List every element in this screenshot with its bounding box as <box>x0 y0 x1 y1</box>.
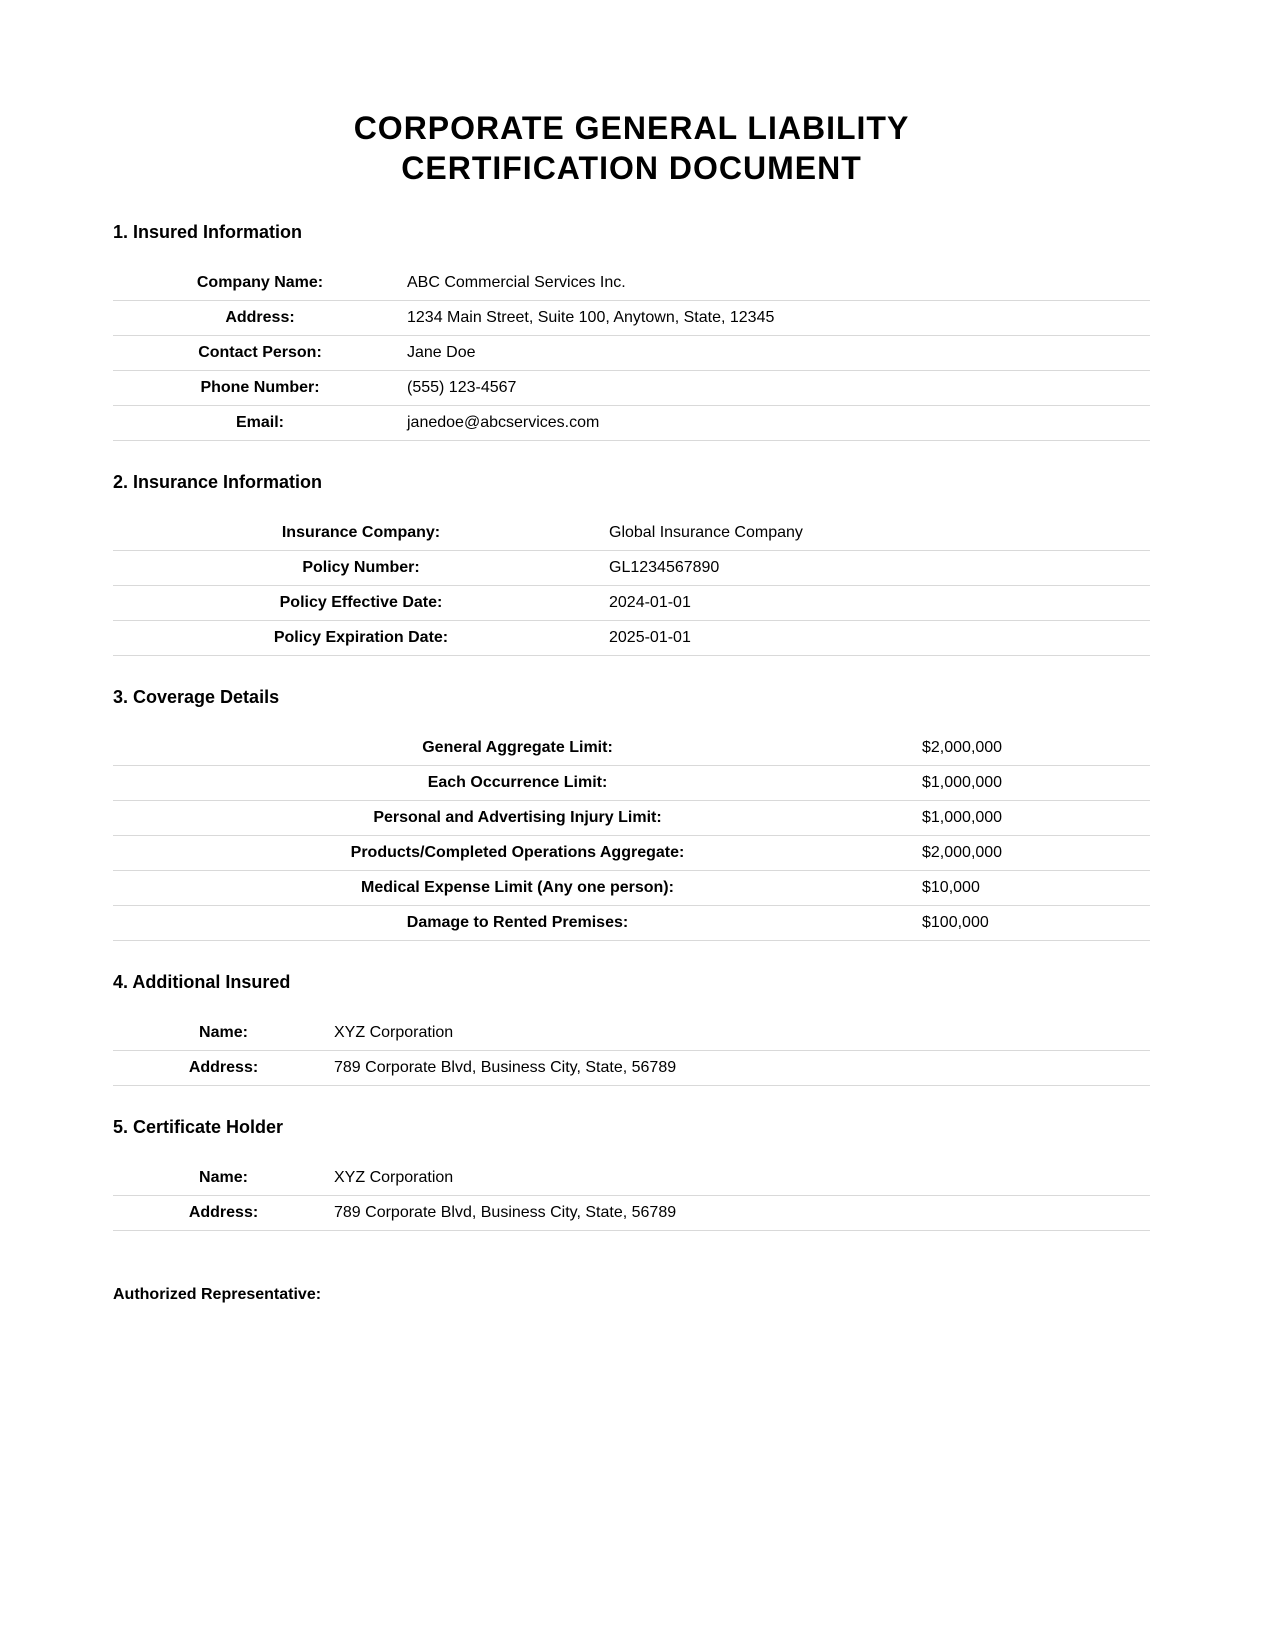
policy-expiration-date-value: 2025-01-01 <box>609 621 1150 656</box>
document-title <box>113 108 1150 188</box>
table-row <box>113 871 1150 906</box>
email-label: Email: <box>113 406 407 441</box>
products-completed-operations-value: $2,000,000 <box>922 836 1150 871</box>
certificate-holder-name-value: XYZ Corporation <box>334 1161 1150 1196</box>
personal-advertising-injury-limit-value: $1,000,000 <box>922 801 1150 836</box>
insurance-company-value: Global Insurance Company <box>609 516 1150 551</box>
policy-number-value: GL1234567890 <box>609 551 1150 586</box>
address-value: 1234 Main Street, Suite 100, Anytown, State, 12345 <box>407 301 1150 336</box>
policy-effective-date-label: Policy Effective Date: <box>113 586 609 621</box>
certificate-holder-table <box>113 1161 1150 1231</box>
email-value: janedoe@abcservices.com <box>407 406 1150 441</box>
additional-insured-address-value: 789 Corporate Blvd, Business City, State, 56789 <box>334 1051 1150 1086</box>
certificate-document <box>113 0 1150 1231</box>
medical-expense-limit-label: Medical Expense Limit (Any one person): <box>113 871 922 906</box>
company-name-label: Company Name: <box>113 266 407 301</box>
additional-insured-name-value: XYZ Corporation <box>334 1016 1150 1051</box>
certificate-holder-heading: 5. Certificate Holder <box>113 1117 284 1137</box>
table-row <box>113 336 1150 371</box>
policy-effective-date-value: 2024-01-01 <box>609 586 1150 621</box>
insurance-information-heading: 2. Insurance Information <box>113 472 323 492</box>
table-row <box>113 621 1150 656</box>
additional-insured-name-label: Name: <box>113 1016 334 1051</box>
table-row <box>113 801 1150 836</box>
table-row <box>113 731 1150 766</box>
table-row <box>113 516 1150 551</box>
contact-person-label: Contact Person: <box>113 336 407 371</box>
table-row <box>113 371 1150 406</box>
products-completed-operations-label: Products/Completed Operations Aggregate: <box>113 836 922 871</box>
damage-to-rented-premises-label: Damage to Rented Premises: <box>113 906 922 941</box>
table-row <box>113 301 1150 336</box>
table-row <box>113 1016 1150 1051</box>
table-row <box>113 586 1150 621</box>
document-title-line-2: CERTIFICATION DOCUMENT <box>401 150 862 186</box>
phone-number-value: (555) 123-4567 <box>407 371 1150 406</box>
phone-number-label: Phone Number: <box>113 371 407 406</box>
additional-insured-address-label: Address: <box>113 1051 334 1086</box>
contact-person-value: Jane Doe <box>407 336 1150 371</box>
document-title-line-1: CORPORATE GENERAL LIABILITY <box>353 110 910 146</box>
certificate-holder-address-value: 789 Corporate Blvd, Business City, State, 56789 <box>334 1196 1150 1231</box>
table-row <box>113 1196 1150 1231</box>
damage-to-rented-premises-value: $100,000 <box>922 906 1150 941</box>
table-row <box>113 1051 1150 1086</box>
authorized-representative-label: Authorized Representative: <box>113 1286 322 1303</box>
additional-insured-table <box>113 1016 1150 1086</box>
insured-information-heading: 1. Insured Information <box>113 222 303 242</box>
certificate-holder-address-label: Address: <box>113 1196 334 1231</box>
each-occurrence-limit-label: Each Occurrence Limit: <box>113 766 922 801</box>
certificate-holder-name-label: Name: <box>113 1161 334 1196</box>
insured-information-table <box>113 266 1150 441</box>
table-row <box>113 766 1150 801</box>
coverage-details-table <box>113 731 1150 941</box>
table-row <box>113 551 1150 586</box>
table-row <box>113 836 1150 871</box>
general-aggregate-limit-label: General Aggregate Limit: <box>113 731 922 766</box>
each-occurrence-limit-value: $1,000,000 <box>922 766 1150 801</box>
medical-expense-limit-value: $10,000 <box>922 871 1150 906</box>
coverage-details-heading: 3. Coverage Details <box>113 687 280 707</box>
table-row <box>113 1161 1150 1196</box>
insurance-company-label: Insurance Company: <box>113 516 609 551</box>
general-aggregate-limit-value: $2,000,000 <box>922 731 1150 766</box>
address-label: Address: <box>113 301 407 336</box>
table-row <box>113 266 1150 301</box>
table-row <box>113 906 1150 941</box>
policy-number-label: Policy Number: <box>113 551 609 586</box>
insurance-information-table <box>113 516 1150 656</box>
company-name-value: ABC Commercial Services Inc. <box>407 266 1150 301</box>
policy-expiration-date-label: Policy Expiration Date: <box>113 621 609 656</box>
table-row <box>113 406 1150 441</box>
additional-insured-heading: 4. Additional Insured <box>113 972 291 992</box>
personal-advertising-injury-limit-label: Personal and Advertising Injury Limit: <box>113 801 922 836</box>
